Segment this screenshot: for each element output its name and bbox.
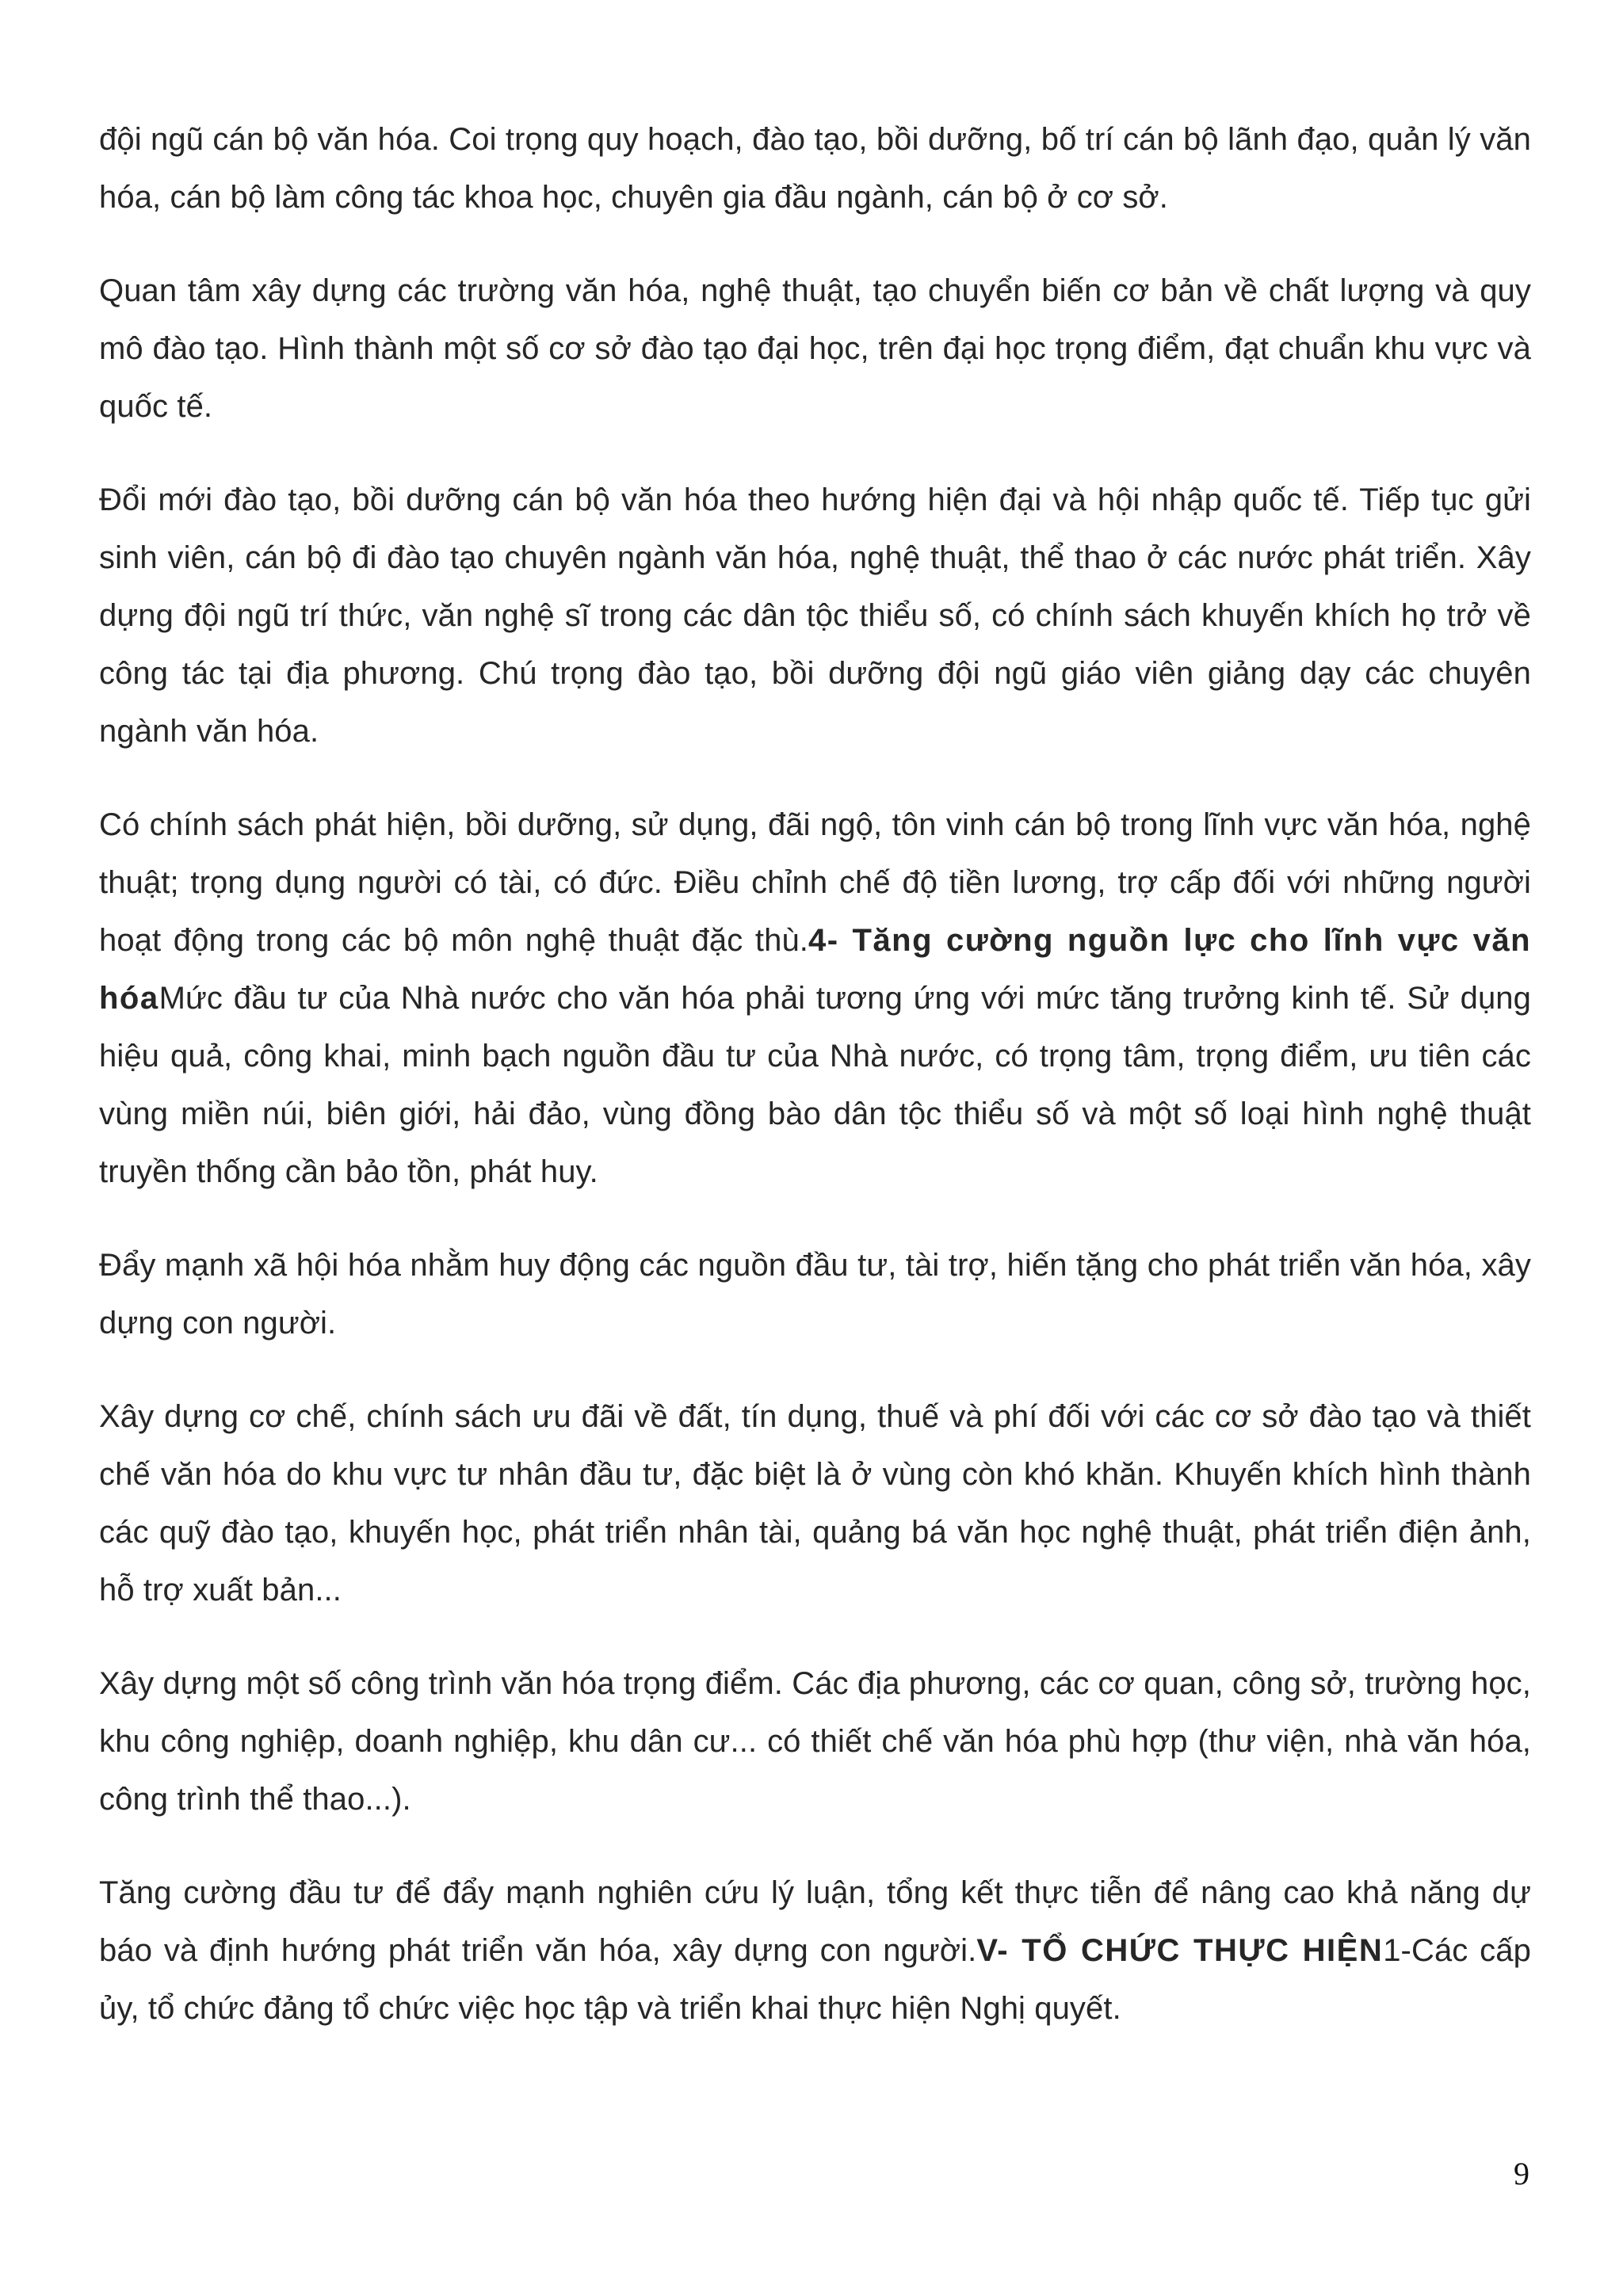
paragraph-text: Quan tâm xây dựng các trường văn hóa, nghệ thuật, tạo chuyển biến cơ bản về chất lượng và quy mô đào tạo. Hình thành một số cơ sở đào tạo đại học, trên đại học trọng điểm, đạt chuẩn khu vực và quốc tế.: [99, 273, 1531, 424]
paragraph-incentives: [99, 1388, 1531, 1619]
paragraph-text: Có chính sách phát hiện, bồi dưỡng, sử dụng, đãi ngộ, tôn vinh cán bộ trong lĩnh vực văn hóa, nghệ thuật; trọng dụng người có tài, có đức. Điều chỉnh chế độ tiền lương, trợ cấp đối với những người hoạt động trong các bộ môn nghệ thuật đặc thù.: [99, 807, 1531, 958]
paragraph-text: Xây dựng một số công trình văn hóa trọng điểm. Các địa phương, các cơ quan, công sở, trường học, khu công nghiệp, doanh nghiệp, khu dân cư... có thiết chế văn hóa phù hợp (thư viện, nhà văn hóa, công trình thể thao...).: [99, 1666, 1531, 1817]
paragraph-text: 1-Các cấp ủy, tổ chức đảng tổ chức việc học tập và triển khai thực hiện Nghị quyết.: [99, 1933, 1531, 2026]
paragraph-art-schools: [99, 262, 1531, 436]
section-heading-implementation: V- TỔ CHỨC THỰC HIỆN: [976, 1933, 1384, 1968]
paragraph-key-works: [99, 1655, 1531, 1829]
section-heading-resources: 4- Tăng cường nguồn lực cho lĩnh vực văn hóa: [99, 923, 1532, 1016]
page-number: 9: [1514, 2156, 1529, 2191]
paragraph-text: đội ngũ cán bộ văn hóa. Coi trọng quy hoạch, đào tạo, bồi dưỡng, bố trí cán bộ lãnh đạo, quản lý văn hóa, cán bộ làm công tác khoa học, chuyên gia đầu ngành, cán bộ ở cơ sở.: [99, 122, 1531, 215]
paragraph-text: Mức đầu tư của Nhà nước cho văn hóa phải tương ứng với mức tăng trưởng kinh tế. Sử dụng hiệu quả, công khai, minh bạch nguồn đầu tư của Nhà nước, có trọng tâm, trọng điểm, ưu tiên các vùng miền núi, biên giới, hải đảo, vùng đồng bào dân tộc thiểu số và một số loại hình nghệ thuật truyền thống cần bảo tồn, phát huy.: [99, 981, 1531, 1189]
document-body: [99, 111, 1531, 2073]
paragraph-research-implementation: [99, 1864, 1531, 2038]
paragraph-text: Đẩy mạnh xã hội hóa nhằm huy động các nguồn đầu tư, tài trợ, hiến tặng cho phát triển văn hóa, xây dựng con người.: [99, 1248, 1531, 1341]
paragraph-talent-policy: [99, 796, 1531, 1201]
paragraph-cadre-planning: [99, 111, 1531, 227]
paragraph-text: Tăng cường đầu tư để đẩy mạnh nghiên cứu lý luận, tổng kết thực tiễn để nâng cao khả năng dự báo và định hướng phát triển văn hóa, xây dựng con người.: [99, 1875, 1531, 1968]
paragraph-socialization: [99, 1237, 1531, 1352]
paragraph-training-reform: [99, 471, 1531, 761]
paragraph-text: Xây dựng cơ chế, chính sách ưu đãi về đất, tín dụng, thuế và phí đối với các cơ sở đào tạo và thiết chế văn hóa do khu vực tư nhân đầu tư, đặc biệt là ở vùng còn khó khăn. Khuyến khích hình thành các quỹ đào tạo, khuyến học, phát triển nhân tài, quảng bá văn học nghệ thuật, phát triển điện ảnh, hỗ trợ xuất bản...: [99, 1399, 1531, 1608]
paragraph-text: Đổi mới đào tạo, bồi dưỡng cán bộ văn hóa theo hướng hiện đại và hội nhập quốc tế. Tiếp tục gửi sinh viên, cán bộ đi đào tạo chuyên ngành văn hóa, nghệ thuật, thể thao ở các nước phát triển. Xây dựng đội ngũ trí thức, văn nghệ sĩ trong các dân tộc thiểu số, có chính sách khuyến khích họ trở về công tác tại địa phương. Chú trọng đào tạo, bồi dưỡng đội ngũ giáo viên giảng dạy các chuyên ngành văn hóa.: [99, 482, 1531, 749]
